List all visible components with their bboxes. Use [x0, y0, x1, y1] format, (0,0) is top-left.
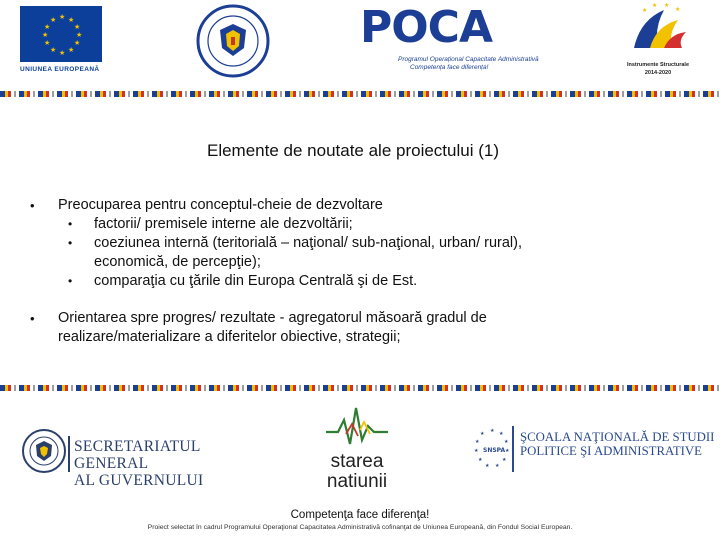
- svg-text:★: ★: [59, 13, 66, 21]
- sgg-seal-icon: [22, 422, 66, 480]
- svg-text:★: ★: [480, 431, 485, 437]
- sub-bullet-item: [58, 215, 690, 234]
- poca-wordmark: POCA: [360, 2, 492, 53]
- svg-text:★: ★: [675, 6, 681, 13]
- svg-text:★: ★: [44, 23, 51, 31]
- starea-natiunii-logo: [312, 402, 402, 498]
- sub-bullet-item: [58, 272, 690, 291]
- bullet-dot: •: [30, 198, 35, 213]
- svg-text:★: ★: [495, 463, 500, 469]
- is-caption-line2: 2014-2020: [644, 70, 672, 76]
- bullet-item-1: [30, 196, 690, 291]
- svg-text:★: ★: [490, 428, 495, 434]
- svg-text:★: ★: [68, 16, 75, 24]
- eu-caption: UNIUNEA EUROPEANĂ: [20, 66, 100, 73]
- bullet-item-2-text: [58, 309, 690, 347]
- poca-program-name-line1: Programul Operațional Capacitate Administrativă: [398, 56, 539, 63]
- is-caption-line1: Instrumente Structurale: [626, 62, 690, 68]
- eu-logo: [20, 6, 104, 76]
- svg-text:★: ★: [652, 2, 658, 9]
- bullet-list: [30, 196, 690, 347]
- svg-text:★: ★: [474, 448, 479, 454]
- snspa-badge: SNSPA: [483, 447, 506, 454]
- svg-text:★: ★: [504, 439, 509, 445]
- svg-text:★: ★: [478, 457, 483, 463]
- sgg-line1: SECRETARIATUL GENERAL: [74, 438, 201, 472]
- bullet-item-2: [30, 309, 690, 347]
- poca-logo: [360, 2, 539, 82]
- sub-bullet-dot: •: [68, 217, 73, 231]
- slide-title: Elemente de noutate ale proiectului (1): [206, 141, 499, 160]
- instrumente-structurale-logo: [620, 2, 696, 82]
- sgg-logo: [22, 422, 252, 489]
- svg-text:★: ★: [68, 46, 75, 54]
- starea-line2: natiunii: [326, 471, 388, 492]
- svg-text:★: ★: [74, 39, 81, 47]
- svg-text:★: ★: [505, 448, 510, 454]
- bullet-dot: •: [30, 311, 35, 326]
- svg-text:★: ★: [42, 31, 49, 39]
- bullet-item-2-line2: realizare/materializare a diferitelor obiective, strategii;: [58, 329, 401, 345]
- svg-text:★: ★: [74, 23, 81, 31]
- svg-text:★: ★: [50, 16, 57, 24]
- sgg-name: [74, 438, 252, 489]
- snspa-line1: ŞCOALA NAŢIONALĂ DE STUDII: [520, 430, 715, 444]
- eu-flag-icon: [20, 6, 102, 62]
- snspa-line2: POLITICE ŞI ADMINISTRATIVE: [520, 444, 702, 458]
- decorative-band-top: [0, 91, 720, 97]
- snspa-divider: [512, 426, 514, 472]
- sub-bullet-text: factorii/ premisele interne ale dezvoltării;: [94, 216, 353, 232]
- sgg-line2: AL GUVERNULUI: [74, 472, 204, 489]
- snspa-star-circle-icon: [472, 424, 512, 474]
- sub-bullet-dot: •: [68, 274, 73, 288]
- svg-text:★: ★: [59, 49, 66, 57]
- header-logos: [0, 0, 720, 90]
- poca-slogan: Competența face diferența!: [410, 64, 489, 71]
- svg-text:★: ★: [664, 2, 670, 9]
- starea-line1: starea: [330, 451, 384, 472]
- bullet-item-1-text: Preocuparea pentru conceptul-cheie de dezvoltare: [58, 197, 383, 213]
- bullet-item-2-lead: Orientarea spre progres/ rezultate: [58, 310, 276, 326]
- svg-text:★: ★: [50, 46, 57, 54]
- bullet-item-2-rest: - agregatorul măsoară gradul de: [275, 310, 487, 326]
- sub-bullet-list: [58, 215, 690, 291]
- structural-instruments-emblem-icon: [620, 2, 696, 58]
- sub-bullet-text-continued: economică, de percepţie);: [94, 254, 261, 270]
- pulse-wave-icon: [312, 402, 402, 452]
- sub-bullet-text: comparaţia cu ţările din Europa Centrală şi de Est.: [94, 273, 418, 289]
- svg-text:★: ★: [502, 457, 507, 463]
- svg-text:★: ★: [44, 39, 51, 47]
- sub-bullet-item: [58, 234, 690, 272]
- sub-bullet-dot: •: [68, 236, 73, 250]
- svg-text:★: ★: [76, 31, 83, 39]
- sub-bullet-text: coeziunea internă (teritorială – naţional/ sub-naţional, urban/ rural),: [94, 235, 522, 251]
- svg-text:★: ★: [485, 463, 490, 469]
- decorative-band-bottom: [0, 385, 720, 391]
- svg-text:★: ★: [642, 7, 648, 14]
- svg-text:★: ★: [475, 439, 480, 445]
- snspa-logo: [472, 424, 715, 480]
- government-seal-logo: [196, 4, 270, 78]
- snspa-name: [520, 430, 714, 458]
- sgg-divider: [68, 436, 70, 472]
- footer-funding-note: Proiect selectat în cadrul Programului Operaţional Capacitatea Administrativă cofinanţat de Uniunea Europeană, din Fondul Social European.: [147, 524, 573, 531]
- svg-text:★: ★: [499, 431, 504, 437]
- footer-tagline: Competenţa face diferenţa!: [290, 509, 430, 521]
